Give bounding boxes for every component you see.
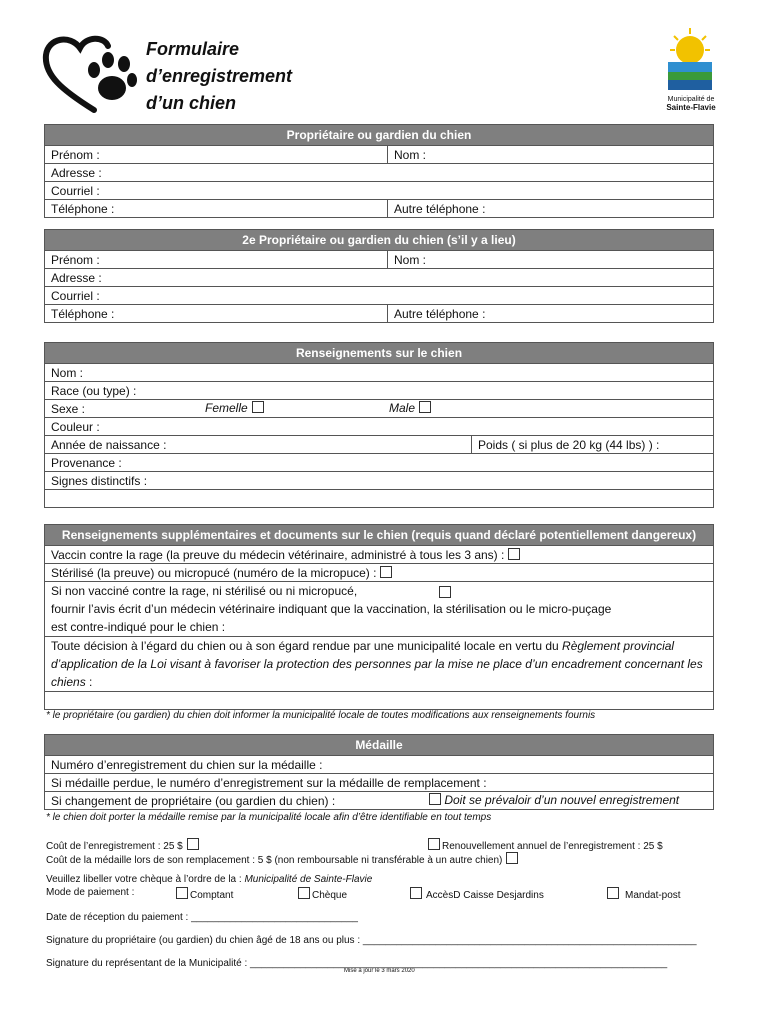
owner-adresse-field[interactable]: Adresse : xyxy=(45,164,714,182)
non-vaccine-checkbox[interactable] xyxy=(439,586,451,598)
extra-blank-row[interactable] xyxy=(45,692,714,710)
dog-sexe-row xyxy=(45,400,714,418)
dog-section xyxy=(44,342,714,508)
medal-changement-row xyxy=(45,792,714,810)
comptant-checkbox[interactable] xyxy=(176,887,188,899)
owner-nom-field[interactable]: Nom : xyxy=(388,146,714,164)
male-label: Male xyxy=(389,401,416,415)
municipality-name: Municipalité de Sainte-Flavie xyxy=(666,96,716,112)
owner2-autre-telephone-field[interactable]: Autre téléphone : xyxy=(388,305,714,323)
cout-medaille-checkbox[interactable] xyxy=(506,852,518,864)
vaccin-label: Vaccin contre la rage (la preuve du médecin vétérinaire, administré à tous les 3 ans) : xyxy=(51,547,505,562)
owner2-header: 2e Propriétaire ou gardien du chien (s’il y a lieu) xyxy=(45,230,714,251)
dog-sexe-label: Sexe : xyxy=(51,401,86,416)
owner2-telephone-field[interactable]: Téléphone : xyxy=(45,305,388,323)
owner2-courriel-field[interactable]: Courriel : xyxy=(45,287,714,305)
decision-row[interactable]: Toute décision à l’égard du chien ou à son égard rendue par une municipalité locale en vertu du Règlement provincial d’application de la Loi visant à favoriser la protection des personnes par la mise ne place d’un encadrement concernant les chiens : xyxy=(45,637,714,692)
cheque-label: Chèque xyxy=(312,890,348,901)
owner-section xyxy=(44,124,714,218)
cout-enregistrement-label: Coût de l’enregistrement : 25 $ xyxy=(46,841,183,852)
decision-text: Toute décision à l’égard du chien ou à son égard rendue par une municipalité locale en vertu du xyxy=(51,639,559,653)
renouvellement-checkbox[interactable] xyxy=(428,838,440,850)
medal-header: Médaille xyxy=(45,735,714,756)
non-vaccine-line3: est contre-indiqué pour le chien : xyxy=(51,620,226,634)
vaccin-checkbox[interactable] xyxy=(508,548,520,560)
medal-section xyxy=(44,734,714,810)
paw-heart-logo xyxy=(42,30,142,120)
date-reception-field[interactable]: Date de réception du paiement : ______________________________ xyxy=(46,912,358,923)
accesd-checkbox[interactable] xyxy=(410,887,422,899)
femelle-checkbox[interactable] xyxy=(252,401,264,413)
owner-telephone-field[interactable]: Téléphone : xyxy=(45,200,388,218)
mandat-label: Mandat-post xyxy=(625,890,681,901)
decision-regulation: Règlement provincial d’application de la Loi visant à favoriser la protection des personnes par la mise ne place d’un encadrement concernant les chiens xyxy=(51,639,703,689)
mise-a-jour: Mise à jour le 3 mars 2020 xyxy=(344,968,415,974)
dog-poids-field[interactable]: Poids ( si plus de 20 kg (44 lbs) ) : xyxy=(471,436,713,454)
cheque-municipalite: Municipalité de Sainte-Flavie xyxy=(244,874,373,885)
comptant-label: Comptant xyxy=(190,890,234,901)
non-vaccine-line2: fournir l’avis écrit d’un médecin vétérinaire indiquant que la vaccination, la stérilisation ou le micro-puçage xyxy=(51,602,612,616)
extra-section xyxy=(44,524,714,710)
medal-note: * le chien doit porter la médaille remise par la municipalité locale afin d’être identifiable en tout temps xyxy=(46,812,492,823)
male-checkbox[interactable] xyxy=(419,401,431,413)
owner-courriel-field[interactable]: Courriel : xyxy=(45,182,714,200)
dog-nom-field[interactable]: Nom : xyxy=(45,364,714,382)
owner2-adresse-field[interactable]: Adresse : xyxy=(45,269,714,287)
dog-annee-field[interactable]: Année de naissance : xyxy=(45,436,472,454)
owner-header: Propriétaire ou gardien du chien xyxy=(45,125,714,146)
dog-header: Renseignements sur le chien xyxy=(45,343,714,364)
medal-perdue-field[interactable]: Si médaille perdue, le numéro d’enregistrement sur la médaille de remplacement : xyxy=(45,774,714,792)
extra-note: * le propriétaire (ou gardien) du chien doit informer la municipalité locale de toutes modifications aux renseignements fournis xyxy=(46,710,596,721)
nouvel-enregistrement-label: Doit se prévaloir d’un nouvel enregistrement xyxy=(444,793,680,807)
extra-header: Renseignements supplémentaires et documents sur le chien (requis quand déclaré potentiellement dangereux) xyxy=(45,525,714,546)
dog-provenance-field[interactable]: Provenance : xyxy=(45,454,714,472)
form-title: Formulaire d’enregistrement d’un chien xyxy=(146,39,293,113)
non-vaccine-line1: Si non vacciné contre la rage, ni stérilisé ou ni micropucé, xyxy=(51,584,358,598)
cheque-checkbox[interactable] xyxy=(298,887,310,899)
owner-prenom-field[interactable]: Prénom : xyxy=(45,146,388,164)
cheque-ordre-label: Veuillez libeller votre chèque à l’ordre de la : xyxy=(46,874,242,885)
vaccin-row xyxy=(45,546,714,564)
dog-signes-field[interactable]: Signes distinctifs : xyxy=(45,472,714,490)
dog-race-field[interactable]: Race (ou type) : xyxy=(45,382,714,400)
sterilise-checkbox[interactable] xyxy=(380,566,392,578)
sterilise-row xyxy=(45,564,714,582)
owner2-section xyxy=(44,229,714,323)
accesd-label: AccèsD Caisse Desjardins xyxy=(426,890,544,901)
dog-blank-row[interactable] xyxy=(45,490,714,508)
femelle-label: Femelle xyxy=(205,401,248,415)
nouvel-enregistrement-checkbox[interactable] xyxy=(429,793,441,805)
owner-autre-telephone-field[interactable]: Autre téléphone : xyxy=(388,200,714,218)
signature-representant-field[interactable]: Signature du représentant de la Municipalité : ___________________________________________________________________________ xyxy=(46,958,668,969)
non-vaccine-row xyxy=(45,582,714,637)
renouvellement-label: Renouvellement annuel de l’enregistrement : 25 $ xyxy=(442,841,663,852)
signature-proprietaire-field[interactable]: Signature du propriétaire (ou gardien) du chien âgé de 18 ans ou plus : ____________________________________________________________ xyxy=(46,935,697,946)
cout-medaille-label: Coût de la médaille lors de son remplacement : 5 $ (non remboursable ni transférable à un autre chien) xyxy=(46,855,503,866)
medal-changement-label: Si changement de propriétaire (ou gardien du chien) : xyxy=(51,793,336,808)
mandat-checkbox[interactable] xyxy=(607,887,619,899)
owner2-nom-field[interactable]: Nom : xyxy=(388,251,714,269)
medal-numero-field[interactable]: Numéro d’enregistrement du chien sur la médaille : xyxy=(45,756,714,774)
owner2-prenom-field[interactable]: Prénom : xyxy=(45,251,388,269)
cout-enregistrement-checkbox[interactable] xyxy=(187,838,199,850)
sterilise-label: Stérilisé (la preuve) ou micropucé (numéro de la micropuce) : xyxy=(51,565,377,580)
mode-paiement-label: Mode de paiement : xyxy=(46,887,135,898)
dog-couleur-field[interactable]: Couleur : xyxy=(45,418,714,436)
